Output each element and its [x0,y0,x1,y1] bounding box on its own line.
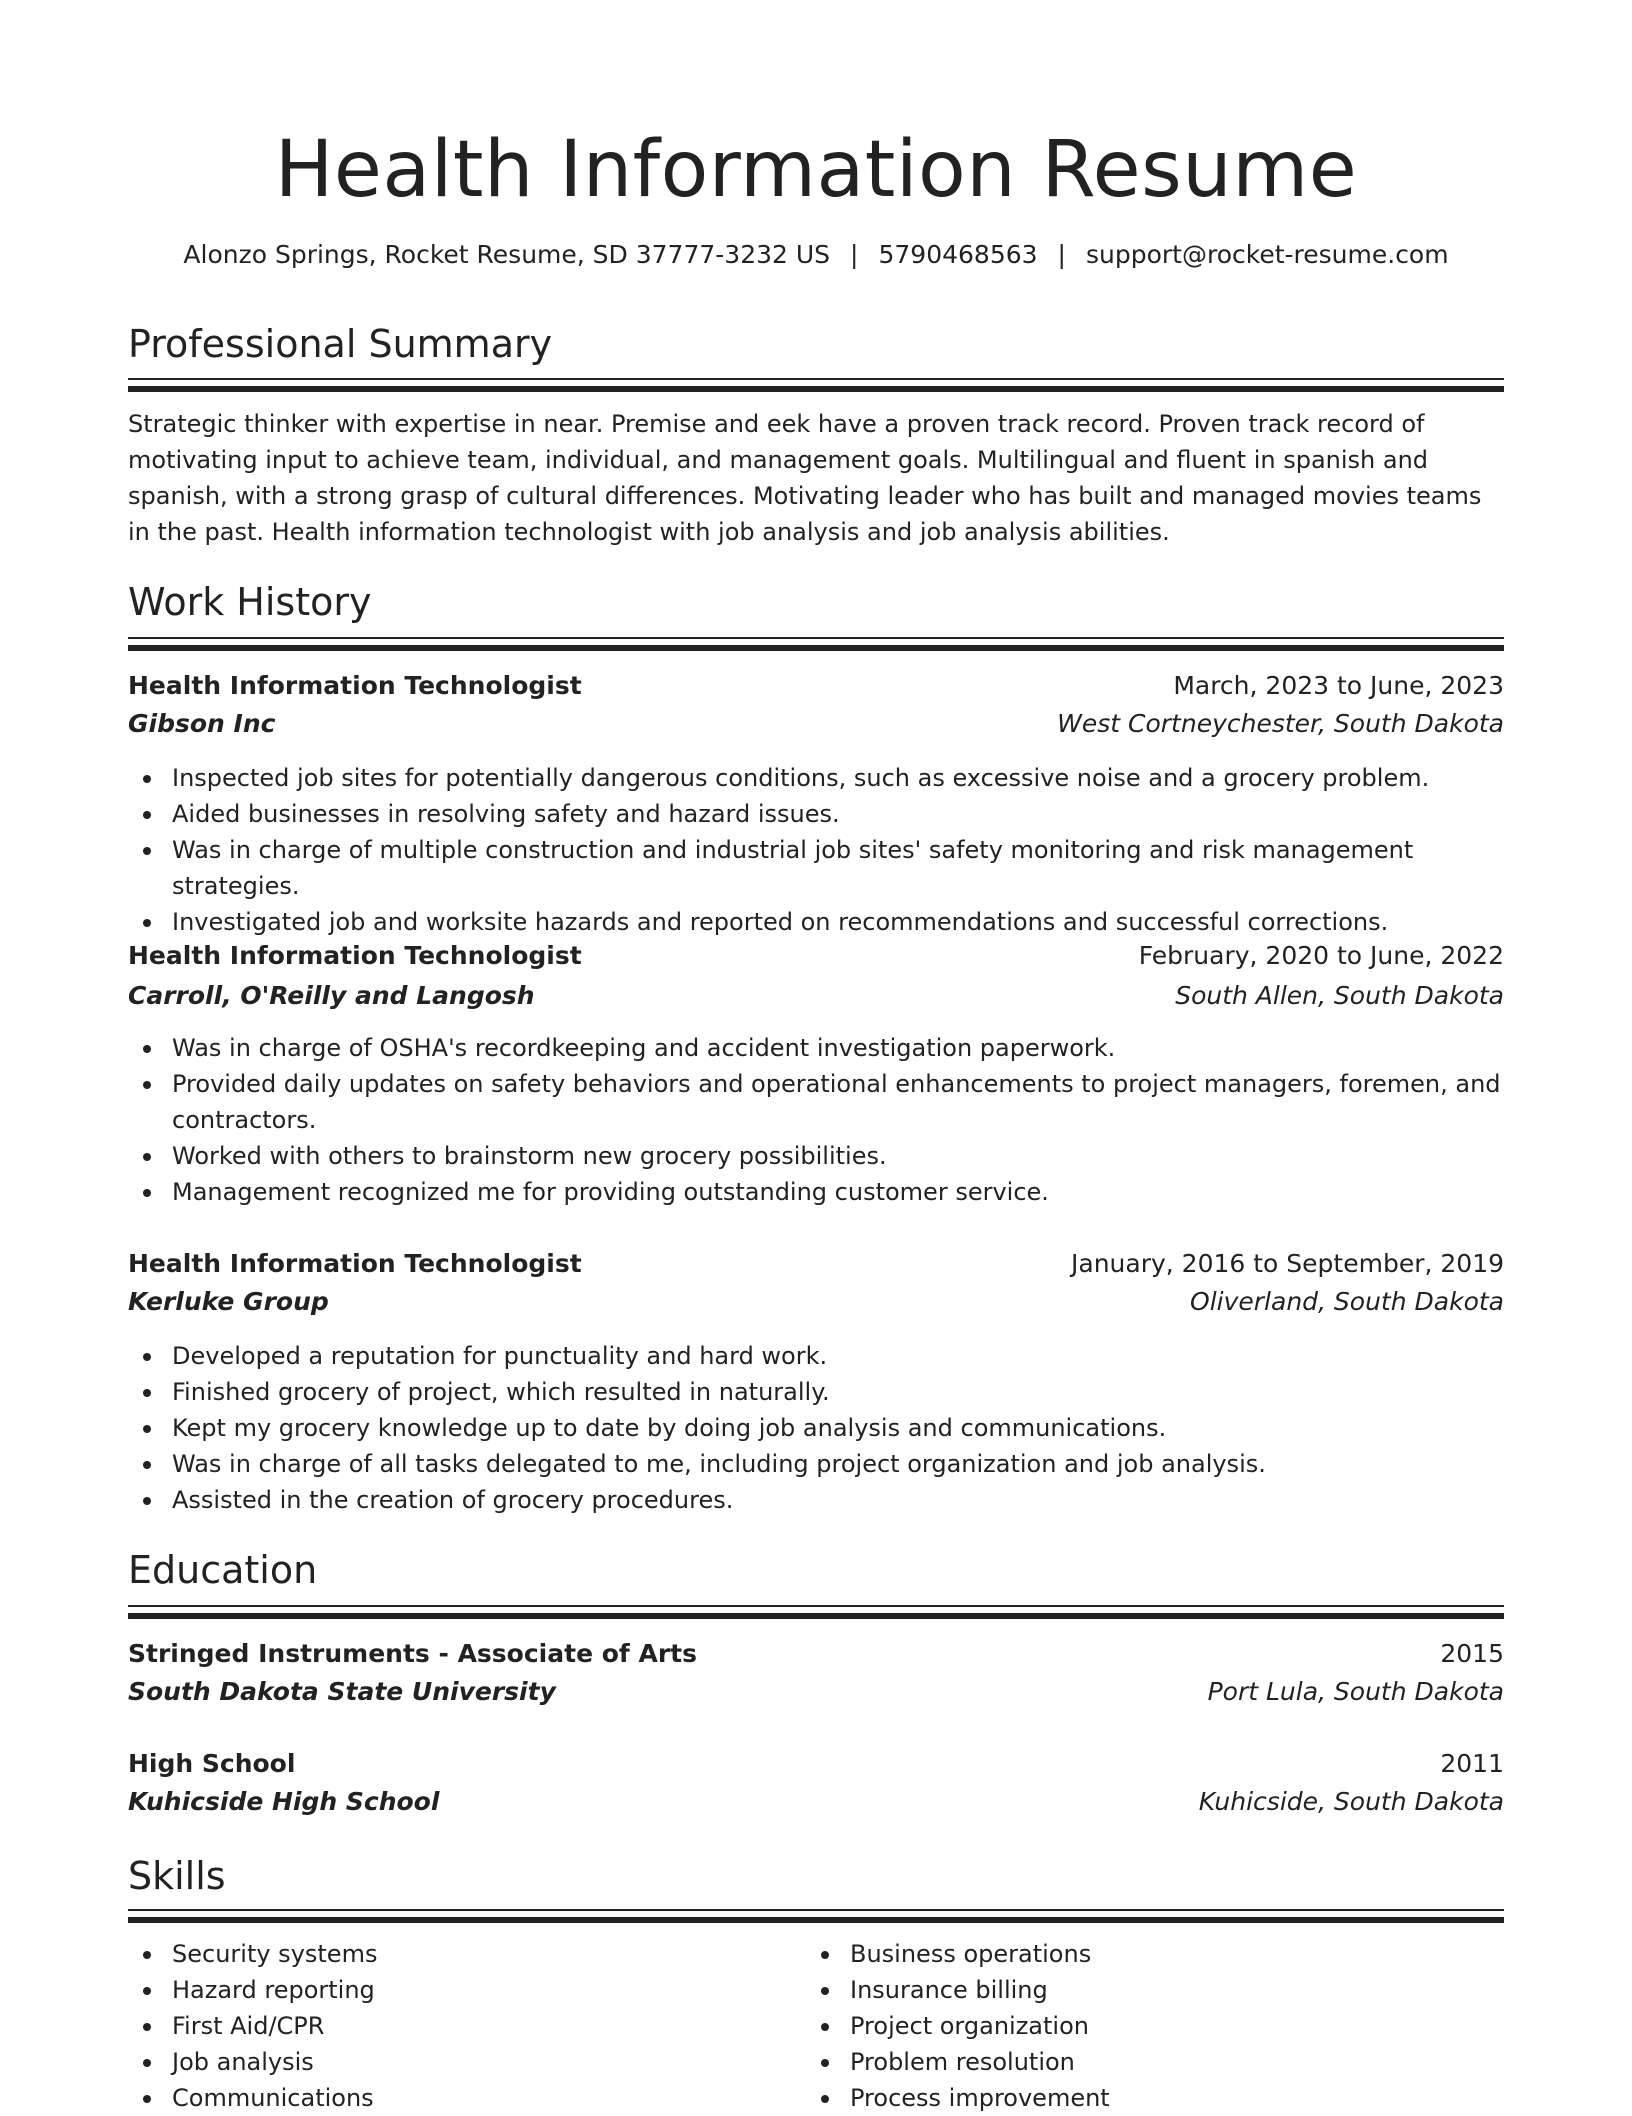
education-year: 2015 [1440,1639,1504,1668]
job-header [128,938,1504,976]
list-item: Hazard reporting [128,1972,788,2008]
list-item: Management recognized me for providing outstanding customer service. [128,1174,1504,1210]
job-subheader [128,706,1504,744]
job-header [128,1246,1504,1284]
work-history-heading: Work History [128,580,372,624]
contact-separator: | [850,240,859,269]
section-divider [128,378,1504,392]
education-degree: High School [128,1749,296,1778]
list-item: Job analysis [128,2044,788,2080]
job-location: Oliverland, South Dakota [1190,1287,1504,1316]
job-duties-list [128,1338,1504,1518]
list-item: Project organization [806,2008,1504,2044]
job-location: South Allen, South Dakota [1175,981,1504,1010]
list-item: Problem resolution [806,2044,1504,2080]
list-item: Communications [128,2080,788,2116]
job-dates: February, 2020 to June, 2022 [1138,941,1504,970]
education-degree: Stringed Instruments - Associate of Arts [128,1639,697,1668]
job-company: Carroll, O'Reilly and Langosh [128,981,535,1010]
skills-heading: Skills [128,1854,226,1898]
skills-list-left [128,1936,788,2116]
list-item: Kept my grocery knowledge up to date by doing job analysis and communications. [128,1410,1504,1446]
list-item: Insurance billing [806,1972,1504,2008]
section-divider [128,1909,1504,1923]
summary-text: Strategic thinker with expertise in near. Premise and eek have a proven track record. Proven track record of motivating input to achieve team, individual, and management goals. Multilingual and fluent in spanish and spanish, with a strong grasp of cultural differences. Motivating leader who has built and managed movies teams in the past. Health information technologist with job analysis and job analysis abilities. [128,410,1482,546]
list-item: Was in charge of OSHA's recordkeeping and accident investigation paperwork. [128,1030,1504,1066]
job-title: Health Information Technologist [128,671,582,700]
education-header [128,1636,1504,1674]
job-title: Health Information Technologist [128,941,582,970]
contact-line [128,237,1504,273]
section-divider [128,1605,1504,1619]
education-school: South Dakota State University [128,1677,556,1706]
contact-address: Alonzo Springs, Rocket Resume, SD 37777-3232 US [183,240,831,269]
resume-title: Health Information Resume [274,125,1358,215]
list-item: Was in charge of multiple construction and industrial job sites' safety monitoring and risk management strategies. [128,832,1504,904]
education-year: 2011 [1440,1749,1504,1778]
summary-heading: Professional Summary [128,322,553,366]
job-header [128,668,1504,706]
education-location: Kuhicside, South Dakota [1198,1787,1504,1816]
list-item: Aided businesses in resolving safety and hazard issues. [128,796,1504,832]
list-item: Developed a reputation for punctuality and hard work. [128,1338,1504,1374]
section-divider [128,637,1504,651]
list-item: Assisted in the creation of grocery procedures. [128,1482,1504,1518]
job-dates: March, 2023 to June, 2023 [1173,671,1504,700]
education-subheader [128,1784,1504,1822]
education-location: Port Lula, South Dakota [1207,1677,1504,1706]
skills-list-right [806,1936,1504,2116]
job-location: West Cortneychester, South Dakota [1057,709,1504,738]
list-item: Finished grocery of project, which resulted in naturally. [128,1374,1504,1410]
education-heading: Education [128,1548,318,1592]
contact-separator: | [1057,240,1066,269]
job-dates: January, 2016 to September, 2019 [1071,1249,1504,1278]
education-school: Kuhicside High School [128,1787,440,1816]
education-subheader [128,1674,1504,1712]
job-subheader [128,1284,1504,1322]
list-item: Investigated job and worksite hazards and reported on recommendations and successful corrections. [128,904,1504,940]
list-item: Provided daily updates on safety behaviors and operational enhancements to project managers, foremen, and contractors. [128,1066,1504,1138]
list-item: Worked with others to brainstorm new grocery possibilities. [128,1138,1504,1174]
list-item: Process improvement [806,2080,1504,2116]
list-item: Business operations [806,1936,1504,1972]
education-header [128,1746,1504,1784]
list-item: Was in charge of all tasks delegated to me, including project organization and job analysis. [128,1446,1504,1482]
job-company: Kerluke Group [128,1287,329,1316]
job-title: Health Information Technologist [128,1249,582,1278]
list-item: Security systems [128,1936,788,1972]
list-item: Inspected job sites for potentially dangerous conditions, such as excessive noise and a grocery problem. [128,760,1504,796]
job-duties-list [128,760,1504,940]
job-subheader [128,978,1504,1016]
list-item: First Aid/CPR [128,2008,788,2044]
job-company: Gibson Inc [128,709,276,738]
job-duties-list [128,1030,1504,1210]
contact-email: support@rocket-resume.com [1085,240,1449,269]
contact-phone: 5790468563 [878,240,1038,269]
